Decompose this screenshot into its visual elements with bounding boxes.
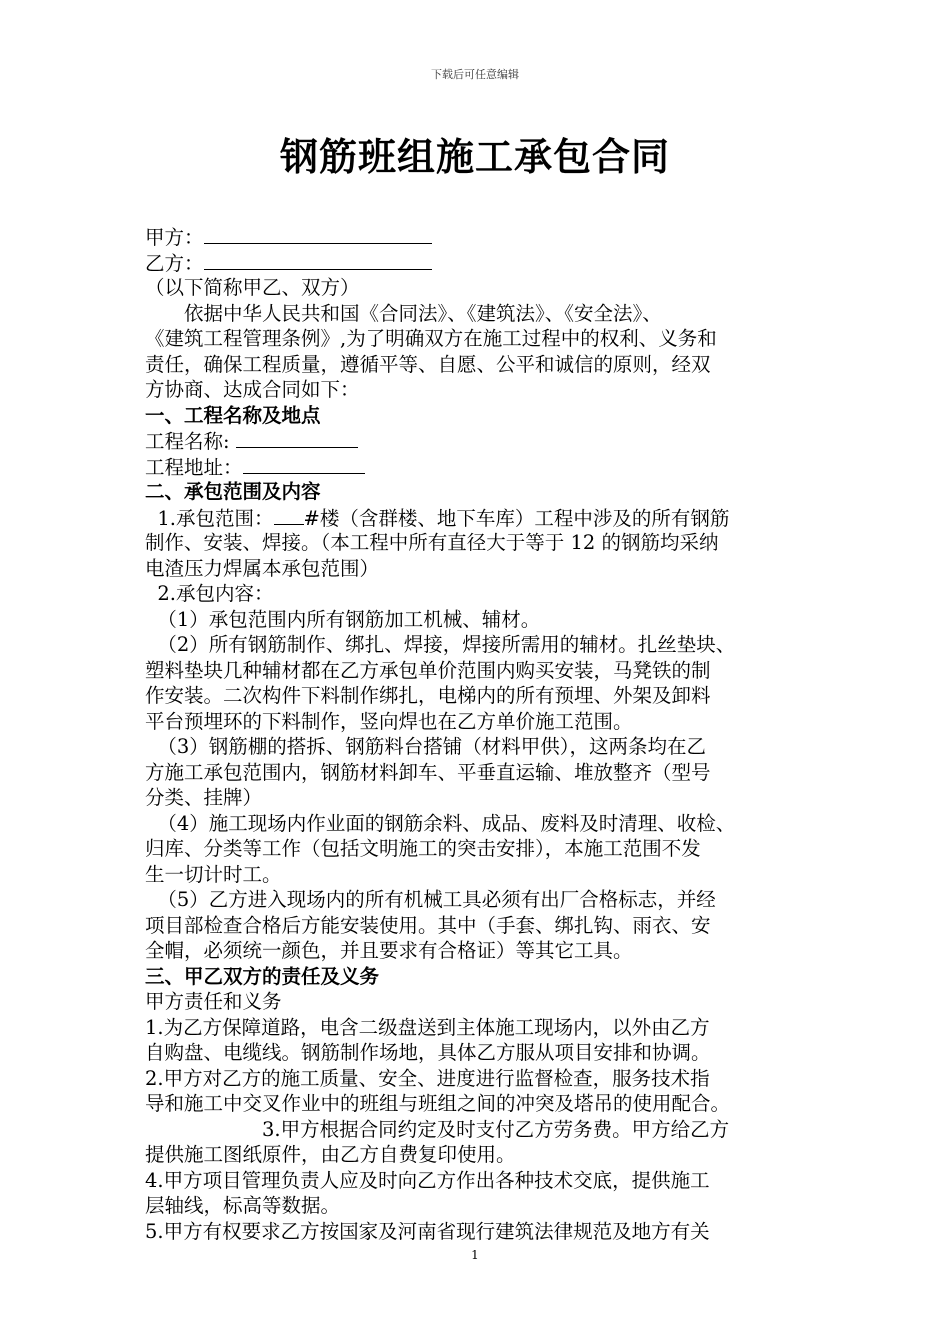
- project-name-blank: [236, 428, 358, 448]
- party-a-label: 甲方：: [145, 226, 204, 249]
- body-line: 分类、挂牌）: [145, 786, 263, 809]
- project-address-label: 工程地址：: [145, 455, 243, 479]
- body-line: 3.甲方根据合同约定及时支付乙方劳务费。甲方给乙方: [145, 1117, 730, 1141]
- header-note: 下载后可任意编辑: [431, 68, 519, 81]
- building-number-blank: [274, 505, 304, 525]
- body-line: （5）乙方进入现场内的所有机械工具必须有出厂合格标志，并经: [145, 888, 716, 911]
- body-line: 导和施工中交叉作业中的班组与班组之间的冲突及塔吊的使用配合。: [145, 1092, 731, 1115]
- scope-suffix: #楼（含群楼、地下车库）工程中涉及的所有钢筋: [303, 506, 730, 530]
- party-b-label: 乙方：: [145, 251, 204, 275]
- body-line: 1.为乙方保障道路，电含二级盘送到主体施工现场内，以外由乙方: [145, 1015, 710, 1039]
- body-line: 《建筑工程管理条例》,为了明确双方在施工过程中的权利、义务和: [145, 327, 717, 350]
- body-line: 层轴线，标高等数据。: [145, 1194, 341, 1217]
- scope-line: [145, 505, 825, 531]
- body-line: 4.甲方项目管理负责人应及时向乙方作出各种技术交底，提供施工: [145, 1168, 710, 1192]
- body-line: 5.甲方有权要求乙方按国家及河南省现行建筑法律规范及地方有关: [145, 1219, 710, 1243]
- body-line: （以下简称甲乙、双方）: [145, 276, 360, 299]
- body-line: （2）所有钢筋制作、绑扎、焊接，焊接所需用的辅材。扎丝垫块、: [145, 633, 736, 656]
- body-line: 作安装。二次构件下料制作绑扎，电梯内的所有预埋、外架及卸料: [145, 684, 711, 707]
- body-line: 方施工承包范围内，钢筋材料卸车、平垂直运输、堆放整齐（型号: [145, 760, 711, 784]
- body-line: 项目部检查合格后方能安装使用。其中（手套、绑扎钩、雨衣、安: [145, 913, 711, 937]
- body-line: 2.甲方对乙方的施工质量、安全、进度进行监督检查，服务技术指: [145, 1066, 710, 1090]
- body-line: 依据中华人民共和国《合同法》、《建筑法》、《安全法》、: [145, 301, 662, 325]
- party-b-line: [145, 250, 825, 276]
- body-line: 平台预埋环的下料制作，竖向焊也在乙方单价施工范围。: [145, 709, 633, 733]
- party-a-line: [145, 224, 825, 250]
- body-line: 塑料垫块几种辅材都在乙方承包单价范围内购买安装，马凳铁的制: [145, 658, 711, 682]
- body-line: 2.承包内容：: [145, 582, 274, 605]
- project-name-label: 工程名称:: [145, 430, 236, 453]
- project-address-line: [145, 454, 825, 480]
- body-line: 甲方责任和义务: [145, 990, 282, 1013]
- body-line: 责任，确保工程质量，遵循平等、自愿、公平和诚信的原则，经双: [145, 352, 711, 376]
- party-b-blank: [204, 250, 432, 270]
- body-line: 生一切计时工。: [145, 862, 282, 886]
- body-line: 全帽，必须统一颜色，并且要求有合格证）等其它工具。: [145, 939, 633, 962]
- page-number: 1: [471, 1248, 479, 1262]
- document-body: [145, 224, 825, 1244]
- body-line: 制作、安装、焊接。（本工程中所有直径大于等于 12 的钢筋均采纳: [145, 531, 719, 554]
- section-heading-2: 二、承包范围及内容: [145, 480, 321, 503]
- body-line: 方协商、达成合同如下：: [145, 378, 360, 401]
- project-name-line: [145, 428, 825, 454]
- body-line: 电渣压力焊属本承包范围）: [145, 556, 380, 580]
- project-address-blank: [243, 454, 365, 474]
- body-line: 提供施工图纸原件，由乙方自费复印使用。: [145, 1143, 516, 1166]
- section-heading-3: 三、甲乙双方的责任及义务: [145, 964, 380, 988]
- body-line: （3）钢筋棚的搭拆、钢筋料台搭铺（材料甲供），这两条均在乙: [145, 735, 707, 758]
- scope-prefix: 1.承包范围：: [145, 506, 274, 530]
- body-line: 自购盘、电缆线。钢筋制作场地，具体乙方服从项目安排和协调。: [145, 1041, 711, 1064]
- body-line: （4）施工现场内作业面的钢筋余料、成品、废料及时清理、收检、: [145, 811, 736, 835]
- page-title: 钢筋班组施工承包合同: [279, 134, 670, 179]
- section-heading-1: 一、工程名称及地点: [145, 403, 321, 427]
- body-line: 归库、分类等工作（包括文明施工的突击安排），本施工范围不发: [145, 837, 701, 860]
- body-line: （1）承包范围内所有钢筋加工机械、辅材。: [145, 607, 541, 631]
- party-a-blank: [204, 224, 432, 244]
